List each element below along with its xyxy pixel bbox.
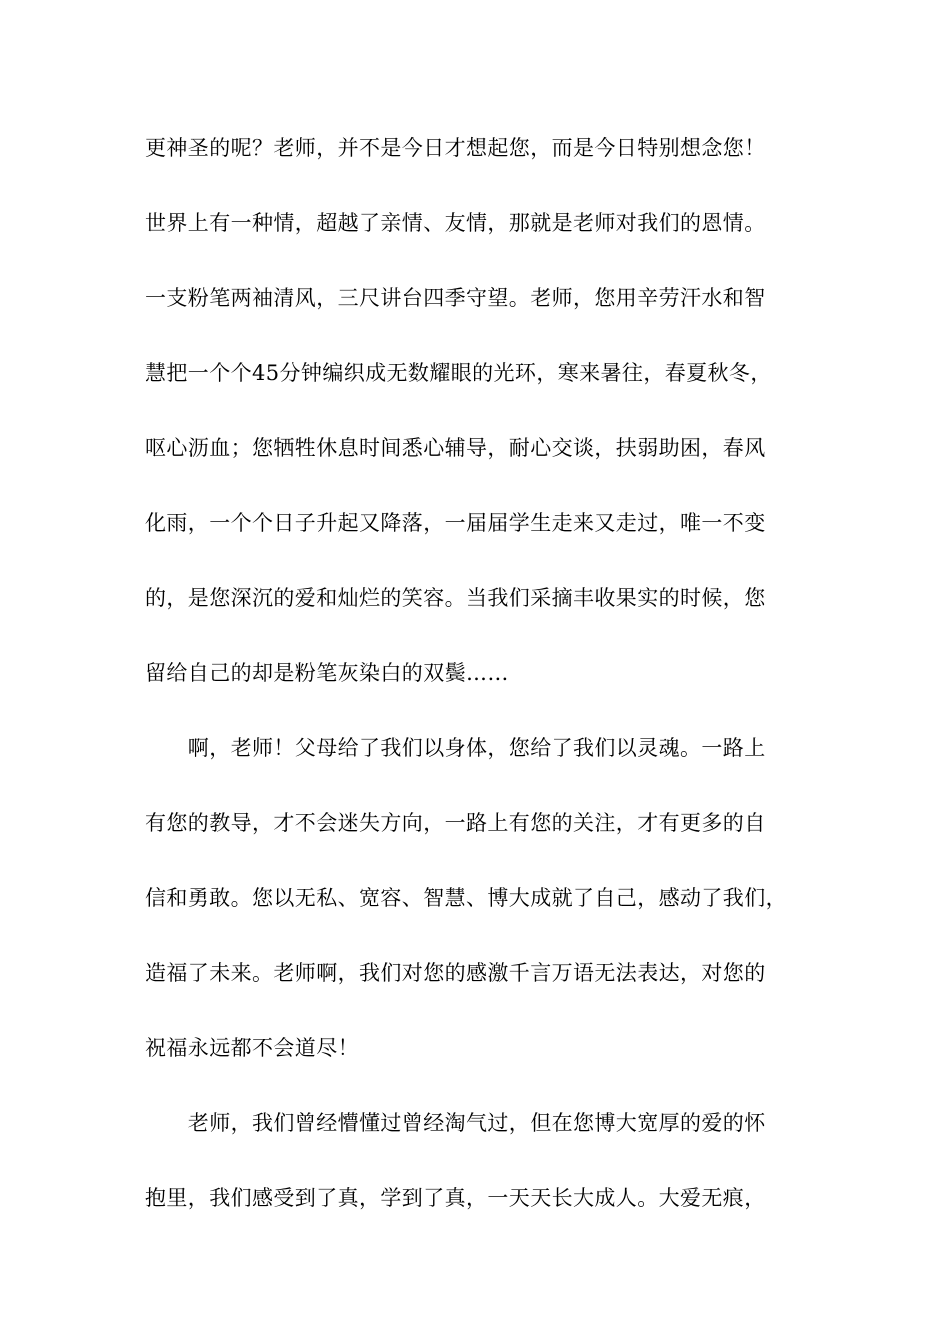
text-line: 有您的教导，才不会迷失方向，一路上有您的关注，才有更多的自 <box>145 811 766 835</box>
text-line: 的，是您深沉的爱和灿烂的笑容。当我们采摘丰收果实的时候，您 <box>145 586 766 610</box>
text-line: 世界上有一种情，超越了亲情、友情，那就是老师对我们的恩情。 <box>145 211 766 235</box>
text-line: 慧把一个个45分钟编织成无数耀眼的光环，寒来暑往，春夏秋冬， <box>145 361 772 385</box>
text-line: 化雨，一个个日子升起又降落，一届届学生走来又走过，唯一不变 <box>145 511 766 535</box>
text-line: 更神圣的呢？老师，并不是今日才想起您，而是今日特别想念您！ <box>145 136 766 160</box>
text-line: 信和勇敢。您以无私、宽容、智慧、博大成就了自己，感动了我们， <box>145 886 787 910</box>
text-line: 呕心沥血；您牺牲休息时间悉心辅导，耐心交谈，扶弱助困，春风 <box>145 436 766 460</box>
text-line: 老师，我们曾经懵懂过曾经淘气过，但在您博大宽厚的爱的怀 <box>145 1111 766 1135</box>
text-line: 留给自己的却是粉笔灰染白的双鬓…… <box>145 661 509 685</box>
text-line: 啊，老师！父母给了我们以身体，您给了我们以灵魂。一路上 <box>145 736 766 760</box>
text-line: 造福了未来。老师啊，我们对您的感激千言万语无法表达，对您的 <box>145 961 766 985</box>
text-line: 抱里，我们感受到了真，学到了真，一天天长大成人。大爱无痕， <box>145 1186 766 1210</box>
text-line: 一支粉笔两袖清风，三尺讲台四季守望。老师，您用辛劳汗水和智 <box>145 286 766 310</box>
text-line: 祝福永远都不会道尽！ <box>145 1036 359 1060</box>
